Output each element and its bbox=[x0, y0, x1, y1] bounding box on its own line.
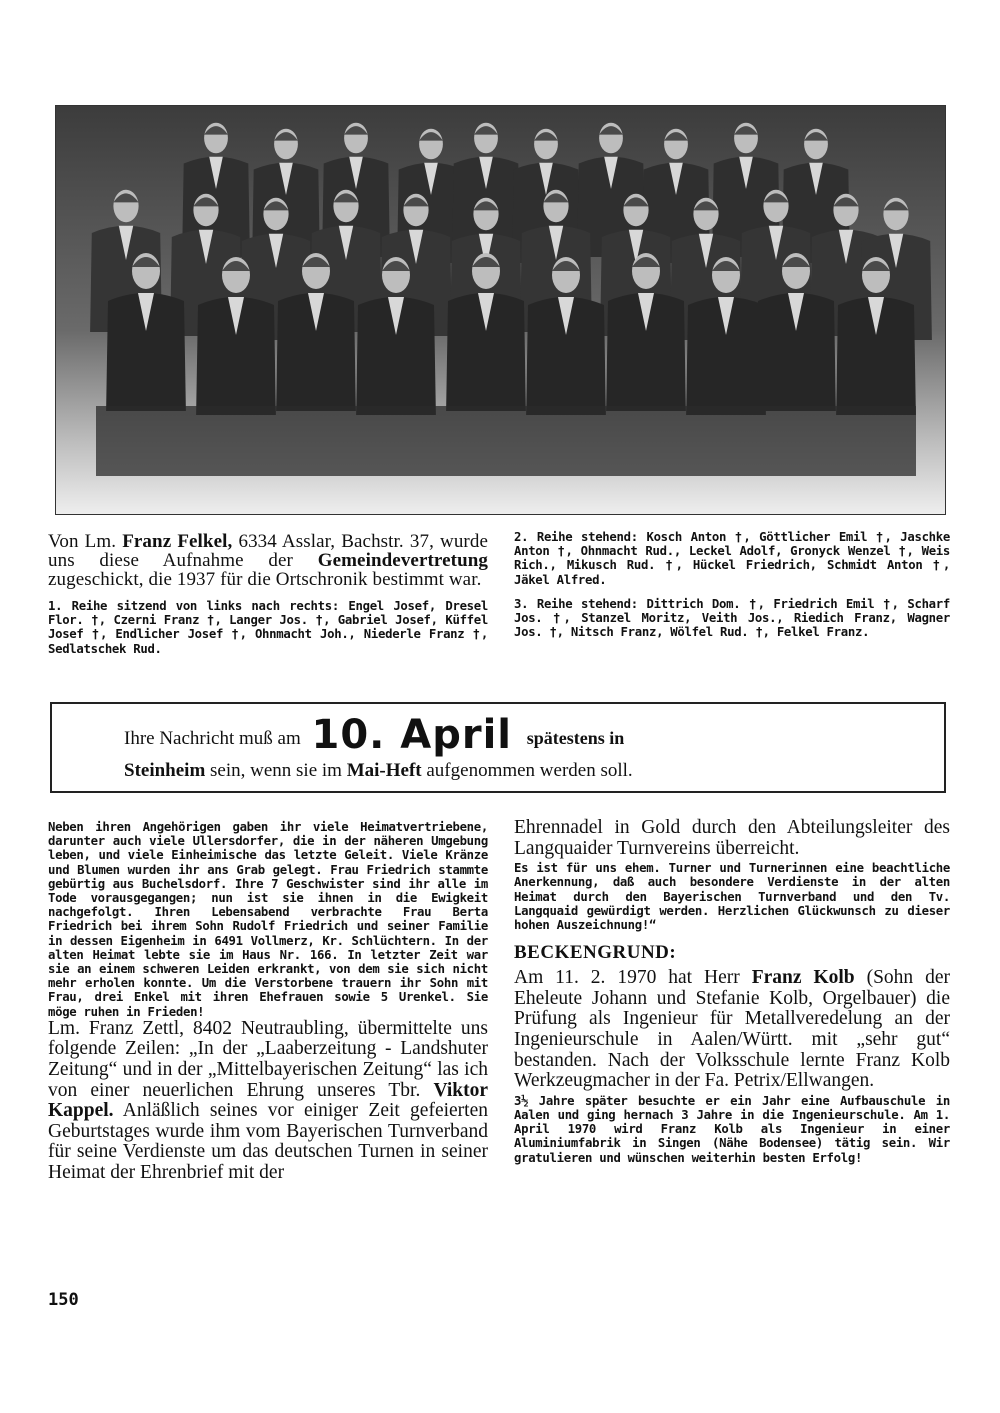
article-text: Am 11. 2. 1970 hat Herr bbox=[514, 967, 752, 989]
caption-text: Von Lm. bbox=[48, 531, 123, 552]
photo-caption-right bbox=[514, 530, 950, 639]
caption-row3: 3. Reihe stehend: Dittrich Dom. †, Friedrich Emil †, Scharf Jos. †, Stanzel Moritz, Veith Jos., Riedich Franz, Wagner Jos. †, Nitsch Franz, Wölfel Rud. †, Felkel Franz. bbox=[514, 596, 950, 640]
notice-text: aufgenommen werden soll. bbox=[421, 760, 633, 781]
photo-caption-left bbox=[48, 532, 488, 656]
notice-text: Ihre Nachricht muß am bbox=[124, 728, 301, 749]
article-text: Lm. Franz Zettl, 8402 Neutraubling, übermittelte uns folgende Zeilen: „In der „Laaberzeitung - Landshuter Zeitung“ und in der „Mittelbayerischen Zeitung“ las ich von einer neuerlichen Ehrung unseres Tbr. bbox=[48, 1017, 488, 1101]
zettl-quote: Es ist für uns ehem. Turner und Turnerinnen eine beachtliche Anerkennung, daß auch besondere Verdienste in der alten Heimat durch den Bayerischen Turnverband und den Tv. Langquaid gewürdigt werden. Herzlichen Glückwunsch zu dieser hohen Auszeichnung!“ bbox=[514, 861, 950, 932]
caption-text: zugeschickt, die 1937 für die Ortschronik bestimmt war. bbox=[48, 569, 482, 590]
left-column bbox=[48, 820, 488, 1184]
caption-text: 6334 Asslar, Bachstr. 37, wurde uns diese Aufnahme der bbox=[48, 531, 488, 571]
notice-line-1 bbox=[124, 712, 624, 758]
article-text: Anläßlich seines vor einiger Zeit gefeierten Geburtstages wurde ihm vom Bayerischen Turnverband für seine Verdienste um das deutschen Turnen in seiner Heimat der Ehrenbrief mit der bbox=[48, 1100, 488, 1183]
obituary-text: Neben ihren Angehörigen gaben ihr viele Heimatvertriebene, darunter auch viele Ullersdorfer, die in der näheren Umgebung leben, und viele Einheimische das letzte Geleit. Viele Kränze und Blumen wurden ihr ans Grab gelegt. Frau Friedrich stammte gebürtig aus Buchelsdorf. Ihre 7 Geschwister sind ihr alle im Tode vorausgegangen; nun ist sie ihnen in die Ewigkeit nachgefolgt. Ihren Lebensabend verbrachte Frau Berta Friedrich bei ihrem Sohn Rudolf Friedrich und seiner Familie in dessen Eigenheim in 6491 Vollmerz, Kr. Schlüchtern. In der alten Heimat lebte sie im Haus Nr. 166. In letzter Zeit war sie an einem schweren Leiden erkrankt, von dem sie sich nicht mehr erholen konnte. Um die Verstorbene trauern ihr Sohn mit Frau, drei Enkel mit ihren Ehefrauen sowie 5 Urenkel. Sie möge ruhen in Frieden! bbox=[48, 820, 488, 1019]
right-column bbox=[514, 818, 950, 1165]
notice-date: 10. April bbox=[311, 712, 513, 758]
notice-place: Steinheim bbox=[124, 760, 206, 781]
kolb-details: 3½ Jahre später besuchte er ein Jahr eine Aufbauschule in Aalen und ging hernach 3 Jahre in die Ingenieurschule. Am 1. April 1970 wird Franz Kolb als Ingenieur in einer Aluminiumfabrik in Singen (Nähe Bodensee) tätig sein. Wir gratulieren und wünschen weiterhin besten Erfolg! bbox=[514, 1093, 950, 1165]
caption-row1: 1. Reihe sitzend von links nach rechts: Engel Josef, Dresel Flor. †, Czerni Franz †, Langer Jos. †, Gabriel Josef, Küffel Josef †, Endlicher Josef †, Ohnmacht Joh., Niederle Franz †, Sedlatschek Rud. bbox=[48, 599, 488, 656]
group-photo-image bbox=[56, 106, 945, 514]
caption-author: Franz Felkel, bbox=[122, 531, 233, 552]
caption-subject: Gemeindevertretung bbox=[317, 550, 488, 571]
legs-shadow bbox=[96, 406, 916, 476]
kolb-article bbox=[514, 968, 950, 1092]
section-heading: BECKENGRUND: bbox=[514, 942, 677, 964]
article-name: Viktor Kappel. bbox=[48, 1079, 488, 1122]
page-number: 150 bbox=[48, 1290, 79, 1310]
article-text: (Sohn der Eheleute Johann und Stefanie Kolb, Orgelbauer) die Prüfung als Ingenieur für Metallveredelung an der Ingenieurschule in Aalen/Württ. mit „sehr gut“ bestanden. Nach der Volksschule lernte Franz Kolb Werkzeugmacher in der Fa. Petrix/Ellwangen. bbox=[514, 967, 950, 1092]
zettl-continued: Ehrennadel in Gold durch den Abteilungsleiter des Langquaider Turnvereins überreicht. bbox=[514, 817, 950, 859]
deadline-notice bbox=[50, 702, 946, 793]
notice-text: sein, wenn sie im bbox=[205, 760, 347, 781]
notice-issue: Mai-Heft bbox=[346, 760, 422, 781]
caption-row2: 2. Reihe stehend: Kosch Anton †, Göttlicher Emil †, Jaschke Anton †, Ohnmacht Rud., Leckel Adolf, Gronyck Wenzel †, Weis Rich., Mikusch Rud. †, Hückel Friedrich, Schmidt Anton †, Jäkel Alfred. bbox=[514, 530, 950, 587]
caption-lead bbox=[48, 532, 488, 589]
people-figures bbox=[90, 123, 932, 476]
group-photo bbox=[55, 105, 946, 515]
notice-line-2 bbox=[124, 760, 633, 782]
zettl-article bbox=[48, 1019, 488, 1184]
article-name: Franz Kolb bbox=[751, 967, 855, 989]
notice-text: spätestens in bbox=[526, 728, 625, 748]
